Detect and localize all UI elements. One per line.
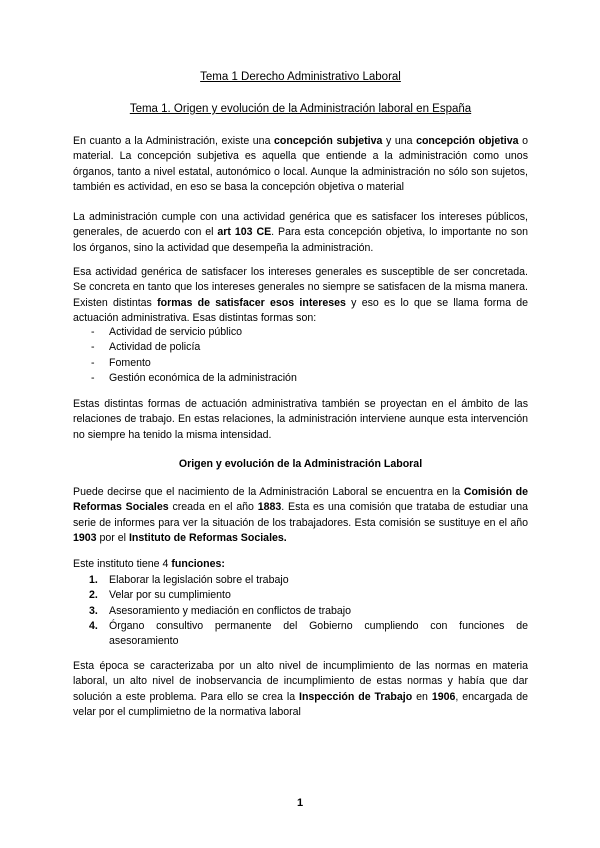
list-item: - Actividad de servicio público: [73, 325, 297, 340]
list-item: - Gestión económica de la administración: [73, 371, 297, 386]
paragraph-1: En cuanto a la Administración, existe una concepción subjetiva y una concepción objetiva o material. La concepción subjetiva es aquella que entiende a la administración como unos órganos, tanto a nivel estatal, autonómico o local. Aunque la administración no sólo son sujetos, también es actividad, en eso se basa la concepción objetiva o material: [73, 135, 528, 193]
paragraph-4: Estas distintas formas de actuación administrativa también se proyectan en el ámbito de las relaciones de trabajo. En estas relaciones, la administración interviene aunque esta intervención no siempre ha tenido la misma intensidad.: [73, 398, 528, 441]
paragraph-7: Esta época se caracterizaba por un alto nivel de incumplimiento de las normas en materia laboral, un alto nivel de inobservancia de incumplimiento de estas normas y había que dar solución a este problema. Para ello se crea la Inspección de Trabajo en 1906, encargada de velar por el cumplimietno de la normativa laboral: [73, 660, 529, 718]
list-item: 4. Órgano consultivo permanente del Gobierno cumpliendo con funciones de asesoramiento: [89, 619, 528, 648]
list-item: - Actividad de policía: [73, 340, 297, 355]
paragraph-6: Este instituto tiene 4 funciones:: [73, 558, 225, 570]
subheading: Origen y evolución de la Administración Laboral: [178, 458, 423, 470]
list-item: 1. Elaborar la legislación sobre el trabajo: [89, 574, 289, 586]
section-title: Tema 1. Origen y evolución de la Administración laboral en España: [129, 103, 472, 115]
functions-list: [73, 573, 528, 649]
paragraph-5: Puede decirse que el nacimiento de la Administración Laboral se encuentra en la Comisión de Reformas Sociales creada en el año 1883. Esta es una comisión que trataba de estudiar una serie de informes para ver la situación de los trabajadores. Esta comisión se sustituye en el año 1903 por el Instituto de Reformas Sociales.: [73, 486, 528, 544]
paragraph-3: Esa actividad genérica de satisfacer los intereses generales es susceptible de ser concretada. Se concreta en tanto que los intereses generales no siempre se satisfacen de la misma manera. Existen distintas formas de satisfacer esos intereses y eso es lo que se llama forma de actuación administrativa. Esas distintas formas son:: [73, 266, 529, 324]
list-item: - Fomento: [73, 356, 297, 371]
list-item: 2. Velar por su cumplimiento: [89, 589, 231, 602]
document-title: Tema 1 Derecho Administrativo Laboral: [200, 71, 401, 83]
page-number: 1: [296, 797, 304, 809]
paragraph-2: La administración cumple con una actividad genérica que es satisfacer los intereses públicos, generales, de acuerdo con el art 103 CE. Para esta concepción objetiva, lo importante no son los órganos, sino la actividad que desempeña la administración.: [73, 211, 528, 254]
list-item: 3. Asesoramiento y mediación en conflictos de trabajo: [89, 604, 352, 617]
forms-list: [73, 325, 297, 386]
